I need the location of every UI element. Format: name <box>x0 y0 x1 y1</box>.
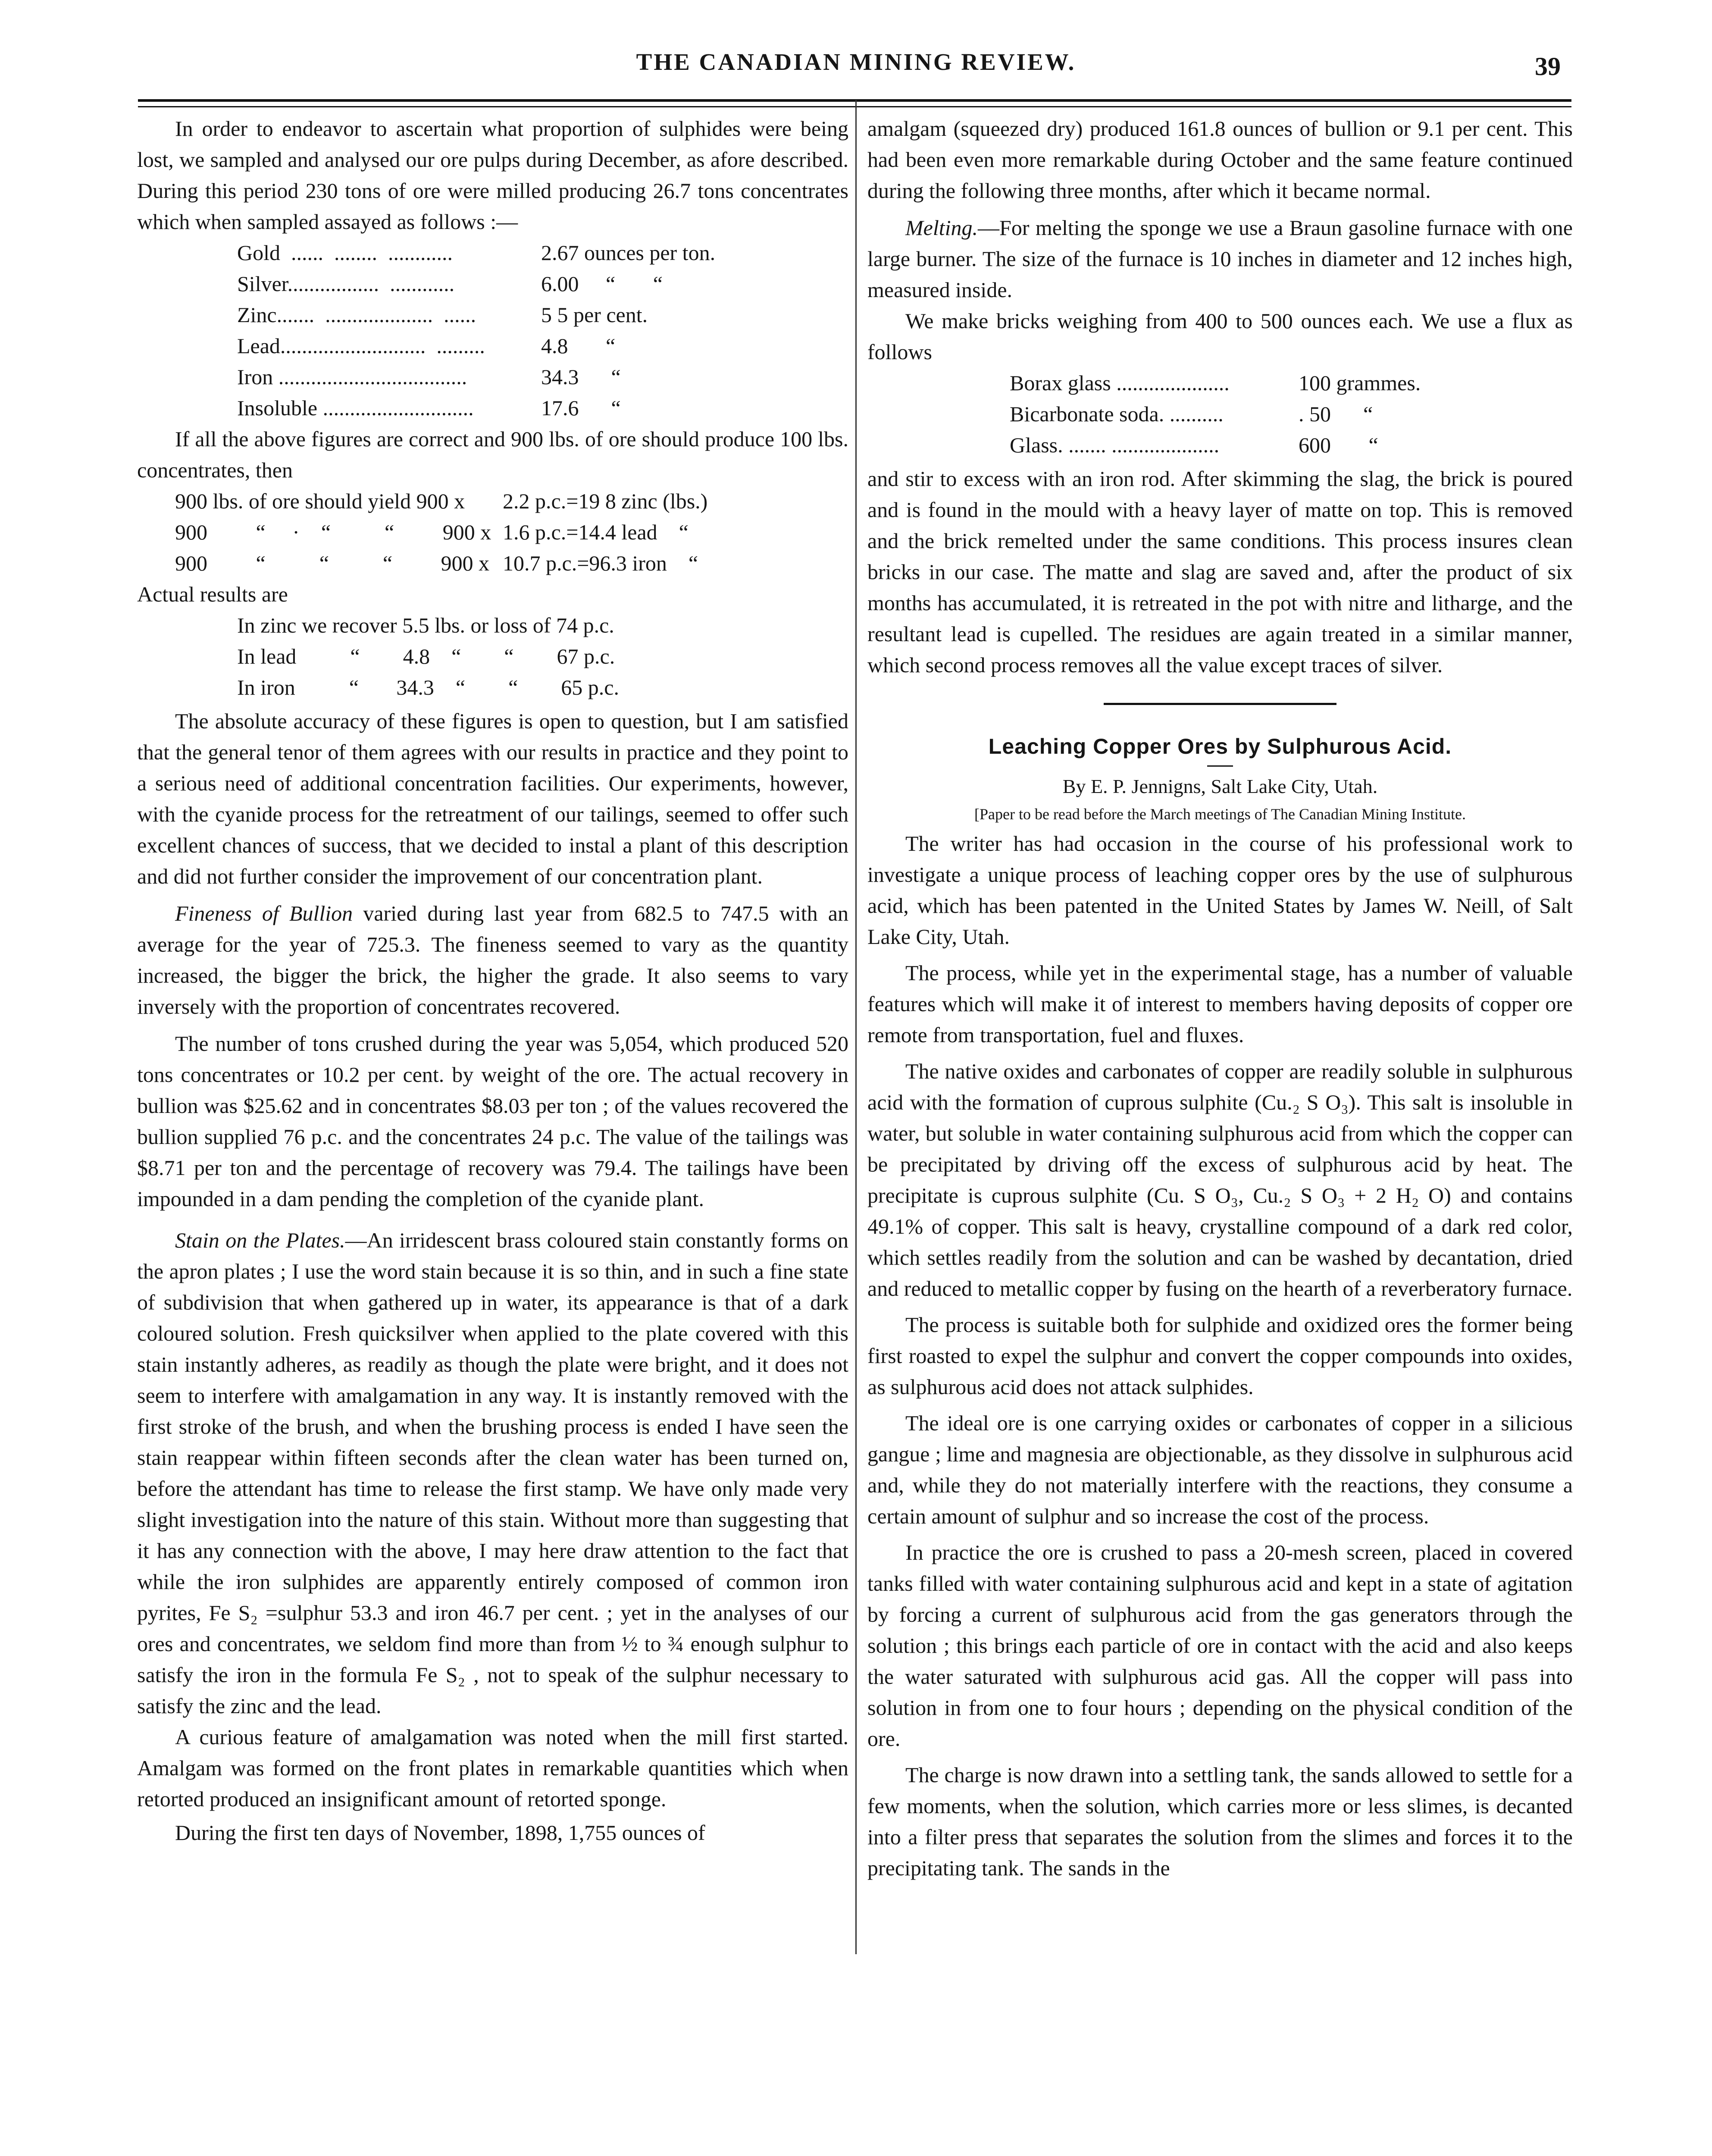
paragraph-melting <box>867 212 1573 305</box>
actual-results <box>237 610 848 703</box>
actual-results-label: Actual results are <box>137 582 288 606</box>
right-column <box>867 113 1573 1883</box>
assay-label: Lead........................... ......... <box>237 334 485 358</box>
flux-value: 600 “ <box>1299 433 1378 457</box>
flux-label: Borax glass ..................... <box>1010 371 1230 395</box>
paragraph: During the first ten days of November, 1898, 1,755 ounces of <box>175 1821 705 1845</box>
calc-right: 1.6 p.c.=14.4 lead “ <box>503 520 689 544</box>
calc-left: 900 lbs. of ore should yield 900 x <box>175 489 465 513</box>
flux-table <box>1010 367 1421 461</box>
paragraph: The absolute accuracy of these figures is open to question, but I am satisfied that the general tenor of them agrees with our results in practice and they point to a serious need of additional concentration facilities. Our experiments, however, with the cyanide process for the retreatment of our tailings, seemed to offer such excellent chances of success, that we decided to instal a plant of this description and did not further consider the improvement of our concentration plant. <box>137 709 848 888</box>
assay-row <box>237 392 715 423</box>
editor-note: [Paper to be read before the March meetings of The Canadian Mining Institute. <box>974 805 1466 823</box>
assay-label: Zinc....... .................... ...... <box>237 303 476 327</box>
assay-row <box>237 330 715 361</box>
title-rule <box>1207 765 1233 767</box>
assay-row <box>237 237 715 268</box>
paragraph: The number of tons crushed during the year was 5,054, which produced 520 tons concentrates or 10.2 per cent. by weight of the ore. The actual recovery in bullion was $25.62 and in concentrates $8.03 per ton ; of the values recovered the bullion supplied 76 p.c. and the concentrates 24 p.c. The value of the tailings was $8.71 per ton and the percentage of recovery was 79.4. The tailings have been impounded in a dam pending the completion of the cyanide plant. <box>137 1031 848 1211</box>
flux-value: . 50 “ <box>1299 402 1373 426</box>
flux-row <box>1010 398 1421 429</box>
paragraph: The writer has had occasion in the course of his professional work to investigate a unique process of leaching copper ores by the use of sulphurous acid, which has been patented in the United States by James W. Neill, of Salt Lake City, Utah. <box>867 831 1573 949</box>
actual-row: In zinc we recover 5.5 lbs. or loss of 74 p.c. <box>237 613 614 637</box>
paragraph-body: varied during last year from 682.5 to 747.5 with an average for the year of 725.3. The fineness seemed to vary as the quantity increased, the bigger the brick, the higher the grade. It also seems to vary inversely with the proportion of concentrates recovered. <box>137 901 848 1018</box>
calc-right: 10.7 p.c.=96.3 iron “ <box>503 551 698 575</box>
yield-calculation <box>175 486 707 579</box>
paragraph: The ideal ore is one carrying oxides or carbonates of copper in a silicious gangue ; lime and magnesia are objectionable, as they dissolve in sulphurous acid and, while they do not materially interfere with the reactions, they consume a certain amount of sulphur and so increase the cost of the process. <box>867 1411 1573 1528</box>
paragraph: amalgam (squeezed dry) produced 161.8 ounces of bullion or 9.1 per cent. This had been even more remarkable during October and the same feature continued during the following three months, after which it became normal. <box>867 116 1573 203</box>
paragraph-body: —An irridescent brass coloured stain constantly forms on the apron plates ; I use the word stain because it is so thin, and in such a fine state of subdivision that when gathered up in water, its appearance is that of a dark coloured solution. Fresh quicksilver when applied to the plate covered with this stain instantly adheres, as readily as though the plate were bright, and it does not seem to interfere with amalgamation in any way. It is instantly removed with the first stroke of the brush, and when the brushing process is ended I have seen the stain reappear within fifteen seconds after the clean water has been turned on, before the attendant has time to release the first stamp. We have only made very slight investigation into the nature of this stain. Without more than suggesting that it has any connection with the above, I may here draw attention to the fact that while the iron sulphides are apparently entirely composed of common iron pyrites, Fe S₂ =sulphur 53.3 and iron 46.7 per cent. ; yet in the analyses of our ores and concentrates, we seldom find more than from ½ to ¾ enough sulphur to satisfy the iron in the formula Fe S₂ , not to speak of the sulphur necessary to satisfy the zinc and the lead. <box>137 1228 849 1718</box>
assay-value: 34.3 “ <box>541 365 621 389</box>
calc-row <box>175 486 707 517</box>
paragraph: In practice the ore is crushed to pass a 20-mesh screen, placed in covered tanks filled with water containing sulphurous acid and kept in a state of agitation by forcing a current of sulphurous acid from the gas generators through the solution ; this brings each particle of ore in contact with the acid and also keeps the water saturated with sulphurous acid gas. All the copper will pass into solution in from one to four hours ; depending on the physical condition of the ore. <box>867 1540 1573 1751</box>
paragraph: The native oxides and carbonates of copper are readily soluble in sulphurous acid with the formation of cuprous sulphite (Cu.₂ S O₃). This salt is insoluble in water, but soluble in water containing sulphurous acid from which the copper can be precipitated by driving off the excess of sulphurous acid by heat. The precipitate is cuprous sulphite (Cu. S O₃, Cu.₂ S O₃ + 2 H₂ O) and contains 49.1% of copper. This salt is heavy, crystalline compound of a dark red color, which settles readily from the solution and can be washed by decantation, dried and reduced to metallic copper by fusing on the hearth of a reverberatory furnace. <box>867 1059 1573 1300</box>
paragraph: In order to endeavor to ascertain what proportion of sulphides were being lost, we sampled and analysed our ore pulps during December, as afore described. During this period 230 tons of ore were milled producing 26.7 tons concentrates which when sampled assayed as follows :— <box>137 116 848 234</box>
column-divider <box>855 100 857 1954</box>
assay-value: 4.8 “ <box>541 334 616 358</box>
page-number: 39 <box>1535 52 1561 81</box>
assay-label: Iron ................................... <box>237 365 467 389</box>
assay-label: Silver................. ............ <box>237 272 455 296</box>
italic-heading: Fineness of Bullion <box>175 901 353 925</box>
flux-value: 100 grammes. <box>1299 371 1421 395</box>
paragraph: and stir to excess with an iron rod. After skimming the slag, the brick is poured and is found in the mould with a heavy layer of matte on top. This is removed and the brick remelted under the same conditions. This process insures clean bricks in our case. The matte and slag are saved and, after the product of six months has accumulated, it is retreated in the pot with nitre and litharge, and the resultant lead is cupelled. The residues are again treated in a similar manner, which second process removes all the value except traces of silver. <box>867 467 1573 677</box>
assay-row <box>237 361 715 392</box>
paragraph: The process, while yet in the experimental stage, has a number of valuable features which will make it of interest to members having deposits of copper ore remote from transportation, fuel and fluxes. <box>867 961 1573 1047</box>
actual-row: In lead “ 4.8 “ “ 67 p.c. <box>237 644 615 668</box>
assay-table <box>237 237 715 423</box>
paragraph-fineness <box>137 898 848 1022</box>
assay-row <box>237 299 715 330</box>
assay-row <box>237 268 715 299</box>
paragraph: The process is suitable both for sulphide and oxidized ores the former being first roasted to expel the sulphur and convert the copper compounds into oxides, as sulphurous acid does not attack sulphides. <box>867 1313 1573 1399</box>
calc-row <box>175 517 707 548</box>
calc-right: 2.2 p.c.=19 8 zinc (lbs.) <box>503 489 708 513</box>
italic-heading: Melting. <box>905 216 978 240</box>
assay-value: 17.6 “ <box>541 396 621 420</box>
assay-value: 6.00 “ “ <box>541 272 663 296</box>
header-rule <box>138 99 1571 102</box>
calc-left: 900 “ “ “ 900 x <box>175 551 490 575</box>
assay-value: 5 5 per cent. <box>541 303 648 327</box>
paragraph: A curious feature of amalgamation was noted when the mill first started. Amalgam was formed on the front plates in remarkable quantities which when retorted produced an insignificant amount of retorted sponge. <box>137 1725 848 1811</box>
paragraph-stain <box>137 1225 848 1721</box>
flux-label: Bicarbonate soda. .......... <box>1010 402 1224 426</box>
left-column <box>137 113 848 1848</box>
flux-row <box>1010 367 1421 398</box>
article-title: Leaching Copper Ores by Sulphurous Acid. <box>988 734 1452 758</box>
assay-label: Insoluble ............................ <box>237 396 474 420</box>
paragraph: The charge is now drawn into a settling tank, the sands allowed to settle for a few moments, when the solution, which carries more or less slimes, is decanted into a filter press that separates the solution from the slimes and forces it to the precipitating tank. The sands in the <box>867 1763 1573 1880</box>
assay-value: 2.67 ounces per ton. <box>541 241 716 265</box>
actual-row: In iron “ 34.3 “ “ 65 p.c. <box>237 675 619 699</box>
byline: By E. P. Jennigns, Salt Lake City, Utah. <box>1062 775 1378 797</box>
paragraph: If all the above figures are correct and 900 lbs. of ore should produce 100 lbs. concentrates, then <box>137 427 848 482</box>
paragraph-body: —For melting the sponge we use a Braun gasoline furnace with one large burner. The size of the furnace is 10 inches in diameter and 12 inches high, measured inside. <box>867 216 1573 302</box>
header-rule-thin <box>138 106 1571 107</box>
flux-label: Glass. ....... .................... <box>1010 433 1220 457</box>
assay-label: Gold ...... ........ ............ <box>237 241 453 265</box>
italic-heading: Stain on the Plates. <box>175 1228 345 1252</box>
paragraph: We make bricks weighing from 400 to 500 ounces each. We use a flux as follows <box>867 309 1573 364</box>
running-title: THE CANADIAN MINING REVIEW. <box>636 49 1076 75</box>
calc-row <box>175 548 707 579</box>
calc-left: 900 “ · “ “ 900 x <box>175 520 491 544</box>
section-divider <box>1104 703 1336 705</box>
flux-row <box>1010 429 1421 461</box>
